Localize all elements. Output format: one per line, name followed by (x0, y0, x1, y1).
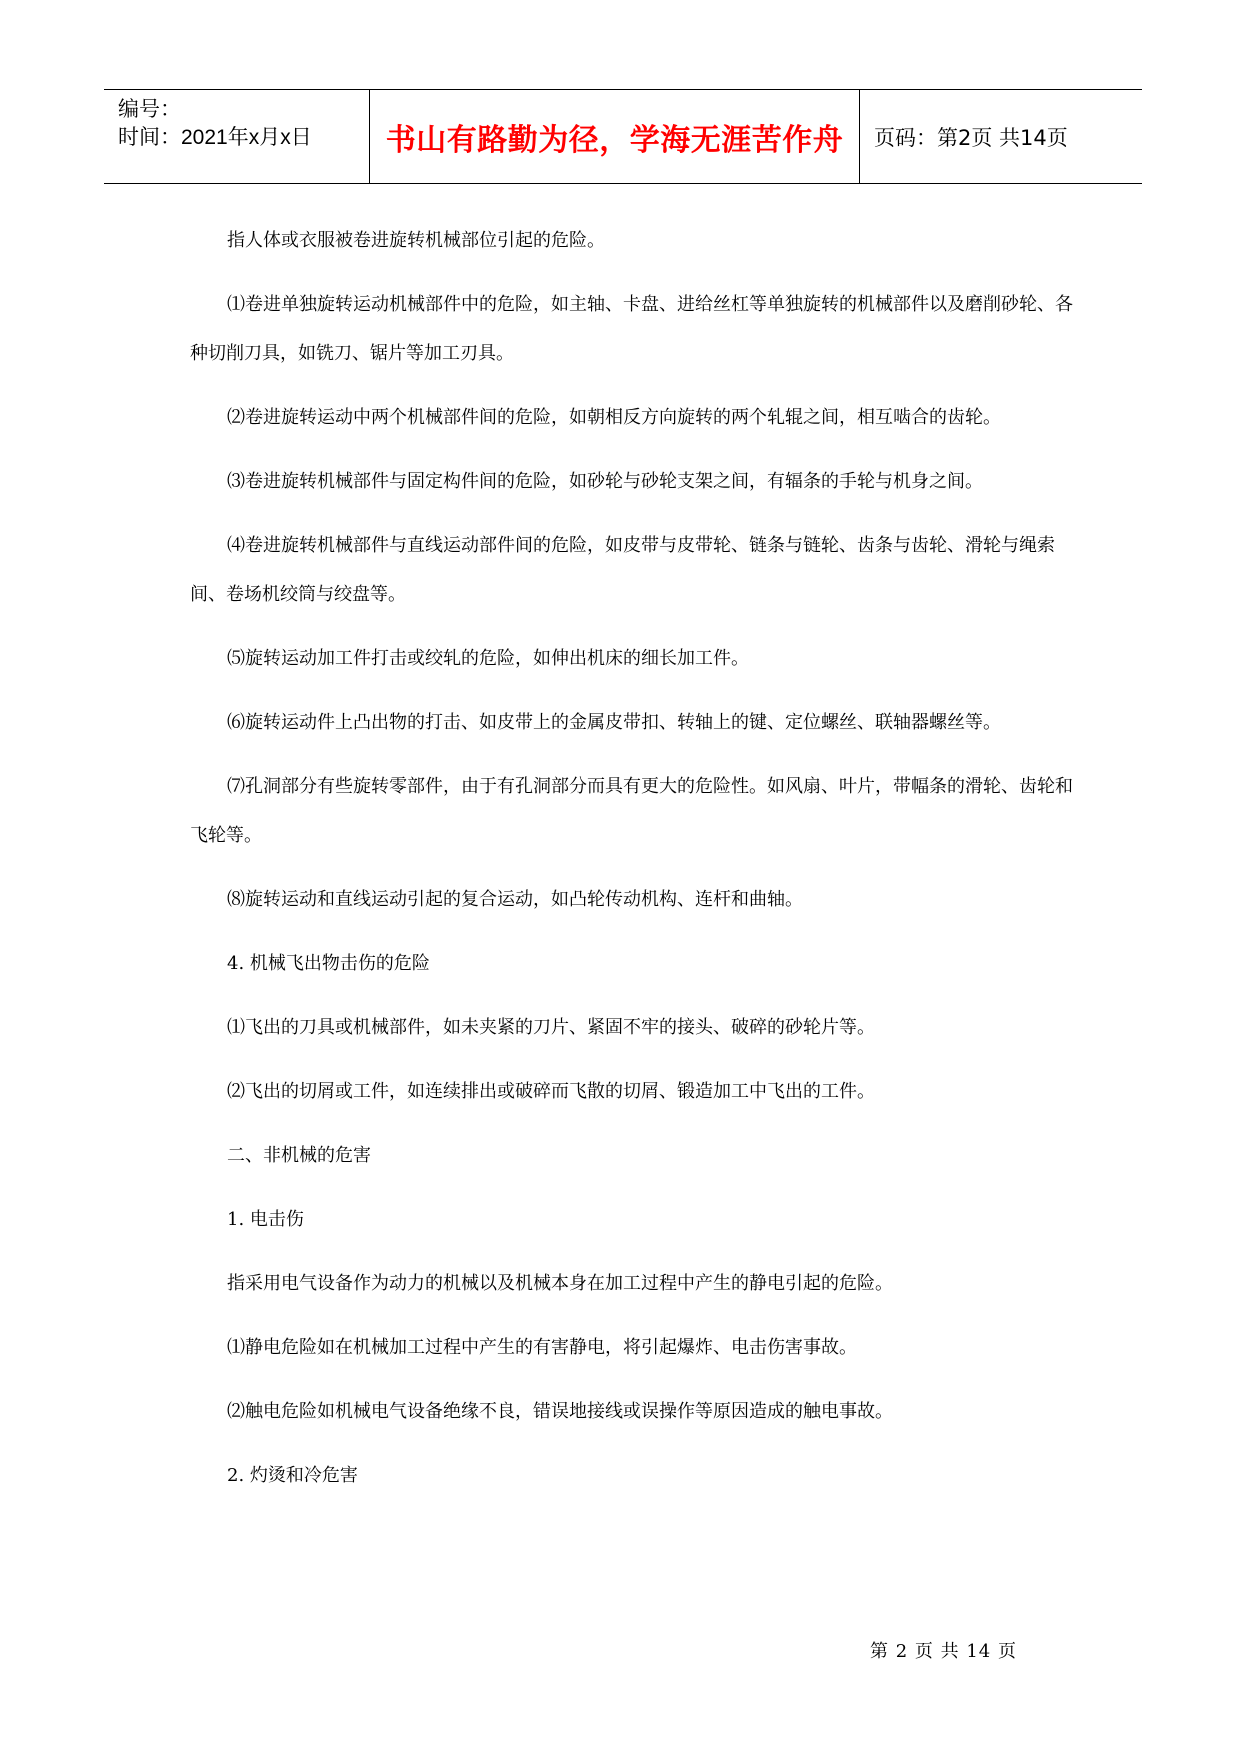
section-heading: 4. 机械飞出物击伤的危险 (227, 953, 430, 974)
header-page-info: 页码：第2页 共14页 (874, 125, 1068, 150)
section-heading: 1. 电击伤 (227, 1209, 304, 1230)
document-body (190, 216, 1076, 1500)
body-paragraph: ⑵卷进旋转运动中两个机械部件间的危险，如朝相反方向旋转的两个轧辊之间，相互啮合的齿轮。 (227, 407, 1001, 428)
page-footer: 第 2 页 共 14 页 (870, 1641, 1017, 1662)
body-paragraph: ⑷卷进旋转机械部件与直线运动部件间的危险，如皮带与皮带轮、链条与链轮、齿条与齿轮、滑轮与绳索间、卷场机绞筒与绞盘等。 (190, 535, 1055, 605)
header-motto: 书山有路勤为径，学海无涯苦作舟 (370, 90, 860, 183)
body-paragraph: ⑹旋转运动件上凸出物的打击、如皮带上的金属皮带扣、转轴上的键、定位螺丝、联轴器螺丝等。 (227, 712, 1001, 733)
body-paragraph: ⑴静电危险如在机械加工过程中产生的有害静电，将引起爆炸、电击伤害事故。 (227, 1337, 857, 1358)
document-header (104, 89, 1142, 184)
body-paragraph: ⑵触电危险如机械电气设备绝缘不良，错误地接线或误操作等原因造成的触电事故。 (227, 1401, 893, 1422)
body-paragraph: ⑵飞出的切屑或工件，如连续排出或破碎而飞散的切屑、锻造加工中飞出的工件。 (227, 1081, 875, 1102)
serial-number-label: 编号： (118, 98, 181, 121)
body-paragraph: 指人体或衣服被卷进旋转机械部位引起的危险。 (227, 230, 605, 251)
body-paragraph: 指采用电气设备作为动力的机械以及机械本身在加工过程中产生的静电引起的危险。 (227, 1273, 893, 1294)
section-heading: 二、非机械的危害 (227, 1145, 371, 1166)
header-meta (104, 90, 370, 183)
section-heading: 2. 灼烫和冷危害 (227, 1465, 358, 1486)
body-paragraph: ⑻旋转运动和直线运动引起的复合运动，如凸轮传动机构、连杆和曲轴。 (227, 889, 803, 910)
time-label: 时间：2021年x月x日 (118, 126, 312, 149)
body-paragraph: ⑶卷进旋转机械部件与固定构件间的危险，如砂轮与砂轮支架之间，有辐条的手轮与机身之间。 (227, 471, 983, 492)
body-paragraph: ⑴卷进单独旋转运动机械部件中的危险，如主轴、卡盘、进给丝杠等单独旋转的机械部件以及磨削砂轮、各种切削刀具，如铣刀、锯片等加工刃具。 (190, 294, 1073, 364)
body-paragraph: ⑴飞出的刀具或机械部件，如未夹紧的刀片、紧固不牢的接头、破碎的砂轮片等。 (227, 1017, 875, 1038)
body-paragraph: ⑸旋转运动加工件打击或绞轧的危险，如伸出机床的细长加工件。 (227, 648, 749, 669)
body-paragraph: ⑺孔洞部分有些旋转零部件，由于有孔洞部分而具有更大的危险性。如风扇、叶片，带幅条的滑轮、齿轮和飞轮等。 (190, 776, 1073, 846)
